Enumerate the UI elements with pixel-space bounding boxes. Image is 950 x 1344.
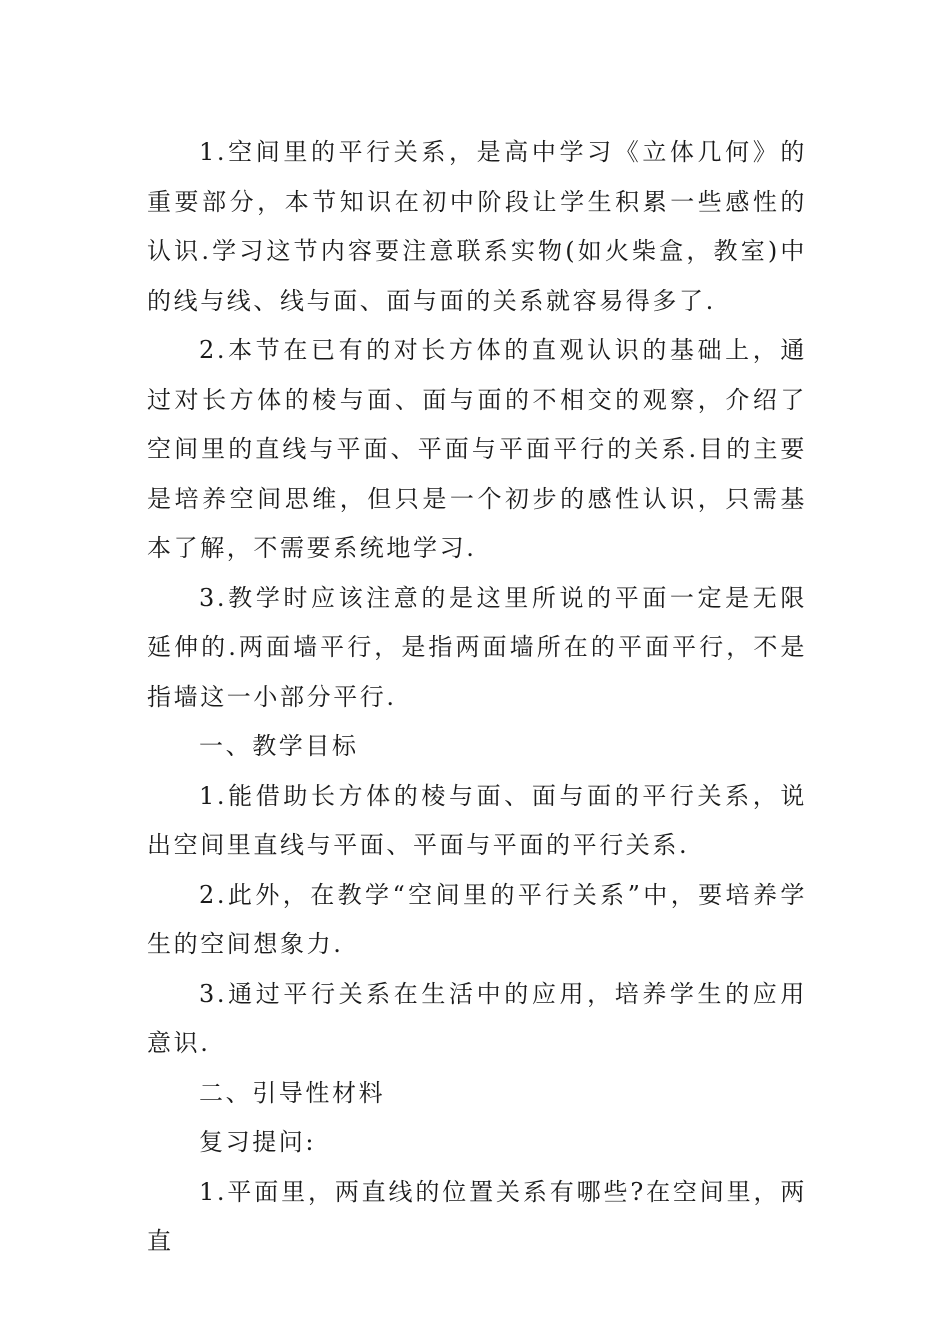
objective-item-2: 2.此外，在教学“空间里的平行关系”中，要培养学生的空间想象力.	[147, 880, 807, 958]
paragraph-intro-2: 2.本节在已有的对长方体的直观认识的基础上，通过对长方体的棱与面、面与面的不相交的观察，介绍了空间里的直线与平面、平面与平面平行的关系.目的主要是培养空间思维，但只是一个初步的感性认识，只需基本了解，不需要系统地学习.	[147, 336, 807, 562]
review-question-1: 1.平面里，两直线的位置关系有哪些?在空间里，两直	[147, 1177, 807, 1255]
section-heading-objectives: 一、教学目标	[199, 732, 359, 760]
objective-item-3: 3.通过平行关系在生活中的应用，培养学生的应用意识.	[147, 979, 807, 1057]
objective-item-1: 1.能借助长方体的棱与面、面与面的平行关系，说出空间里直线与平面、平面与平面的平行关系.	[147, 781, 807, 859]
paragraph-intro-1: 1.空间里的平行关系，是高中学习《立体几何》的重要部分，本节知识在初中阶段让学生积累一些感性的认识.学习这节内容要注意联系实物(如火柴盒，教室)中的线与线、线与面、面与面的关系就容易得多了.	[147, 138, 807, 315]
paragraph-intro-3: 3.教学时应该注意的是这里所说的平面一定是无限延伸的.两面墙平行，是指两面墙所在的平面平行，不是指墙这一小部分平行.	[147, 583, 807, 711]
document-body	[147, 128, 807, 1267]
review-questions-label: 复习提问:	[199, 1128, 317, 1156]
section-heading-materials: 二、引导性材料	[199, 1078, 386, 1107]
